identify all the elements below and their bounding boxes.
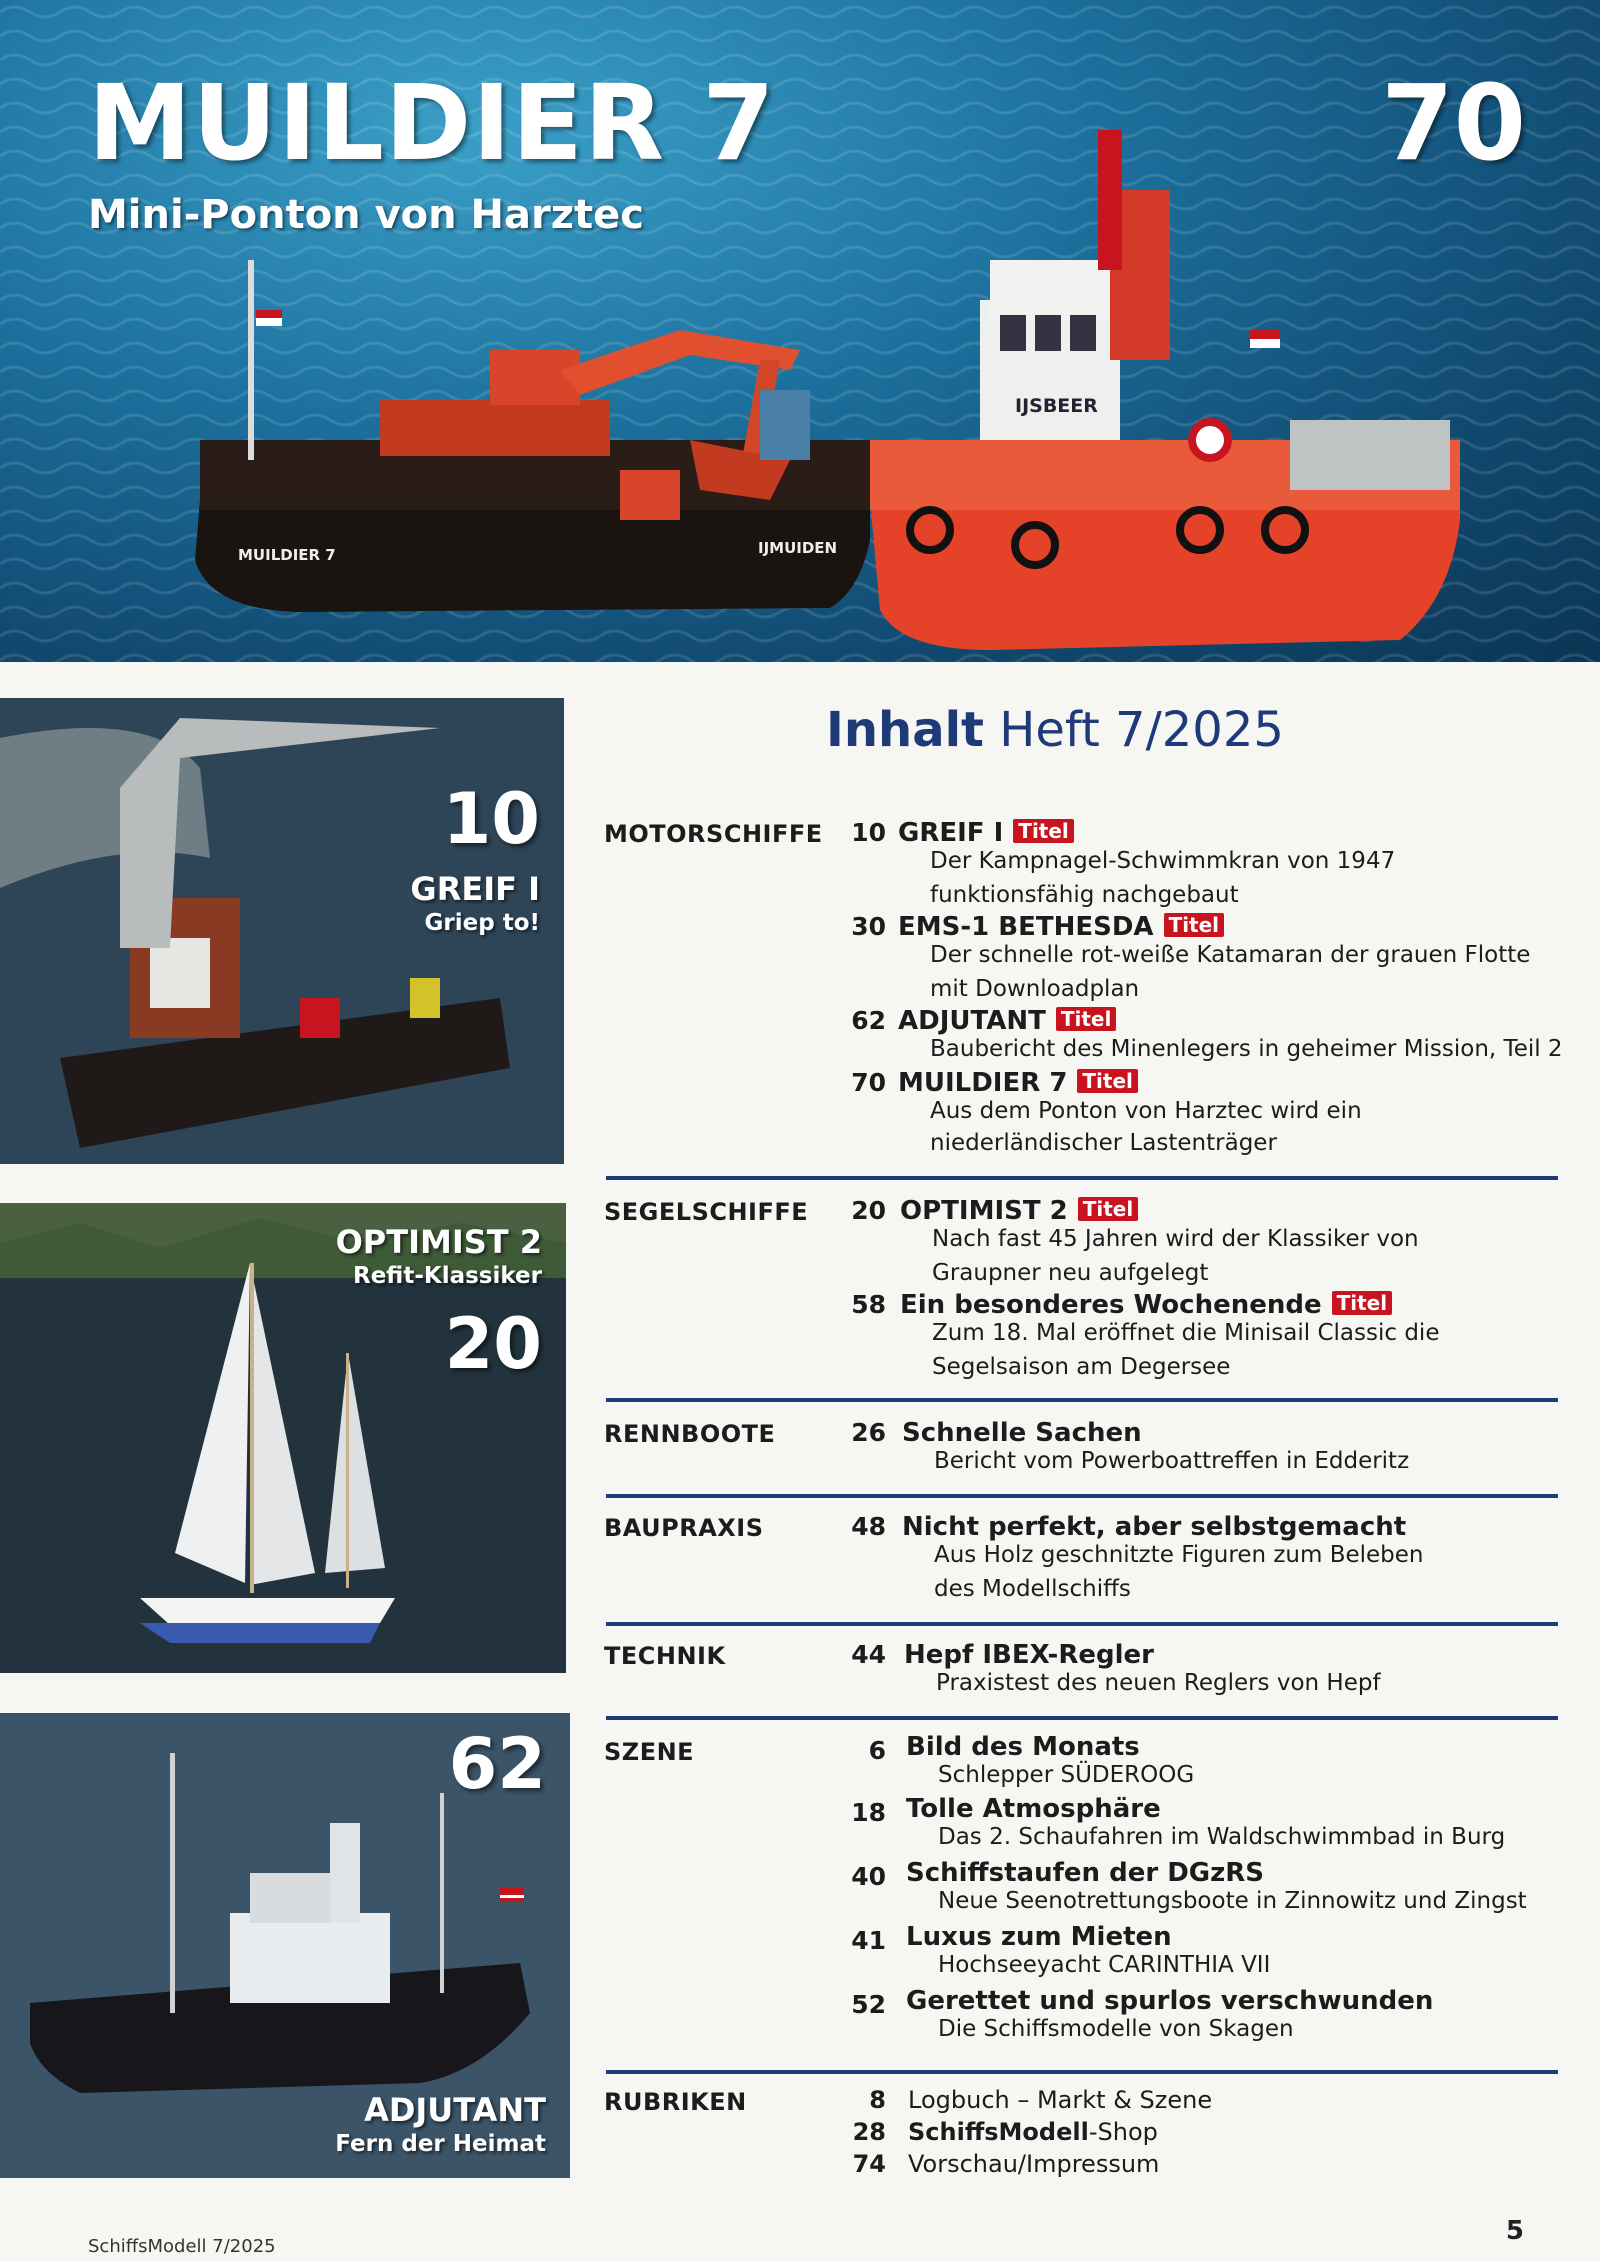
- category-label: RUBRIKEN: [604, 2088, 747, 2116]
- toc-heading-issue: Heft 7/2025: [999, 702, 1284, 758]
- section-divider: [606, 2070, 1558, 2074]
- photo-adjutant-tag: Fern der Heimat: [335, 2131, 546, 2157]
- entry-page: 44: [851, 1640, 886, 1669]
- section-divider: [606, 1176, 1558, 1180]
- category-label: BAUPRAXIS: [604, 1514, 764, 1542]
- section-divider: [606, 1716, 1558, 1720]
- entry-desc: Das 2. Schaufahren im Waldschwimmbad in Burg: [938, 1824, 1506, 1850]
- footer-page-number: 5: [1505, 2216, 1524, 2246]
- entry-title-text: GREIF I: [898, 818, 1004, 848]
- rubrik-page: 8: [869, 2086, 886, 2114]
- hero-title: MUILDIER 7: [88, 62, 776, 184]
- rubrik-brand: SchiffsModell: [908, 2118, 1089, 2146]
- entry-desc: Neue Seenotrettungsboote in Zinnowitz und Zingst: [938, 1888, 1527, 1914]
- rubrik-page: 28: [852, 2118, 886, 2146]
- photo-adjutant-page: 62: [448, 1723, 546, 1805]
- entry-desc: niederländischer Lastenträger: [930, 1130, 1277, 1156]
- entry-title-text: Luxus zum Mieten: [906, 1922, 1172, 1952]
- hero-page-number: 70: [1381, 62, 1526, 184]
- entry-desc: Der Kampnagel-Schwimmkran von 1947: [930, 848, 1396, 874]
- rubrik-item[interactable]: Vorschau/Impressum: [908, 2150, 1160, 2178]
- toc-heading-bold: Inhalt: [826, 702, 984, 758]
- section-segelschiffe: [604, 1196, 1560, 1386]
- entry-title-text: Tolle Atmosphäre: [906, 1794, 1161, 1824]
- entry-page: 70: [851, 1068, 886, 1097]
- entry-title-text: ADJUTANT: [898, 1006, 1046, 1036]
- entry-title-text: Schnelle Sachen: [902, 1418, 1142, 1448]
- entry-page: 41: [851, 1926, 886, 1955]
- entry-desc: Praxistest des neuen Reglers von Hepf: [936, 1670, 1381, 1696]
- photo-greif[interactable]: [0, 698, 564, 1164]
- entry-page: 6: [868, 1736, 886, 1765]
- entry-desc: Baubericht des Minenlegers in geheimer Mission, Teil 2: [930, 1036, 1563, 1062]
- photo-optimist[interactable]: [0, 1203, 566, 1673]
- hero-subtitle: Mini-Ponton von Harztec: [88, 192, 644, 238]
- entry-title-text: EMS-1 BETHESDA: [898, 912, 1154, 942]
- photo-optimist-tag: Refit-Klassiker: [352, 1263, 542, 1289]
- photo-greif-tag: Griep to!: [424, 910, 540, 936]
- photo-adjutant-name: ADJUTANT: [364, 2091, 546, 2129]
- entry-page: 48: [851, 1512, 886, 1541]
- entry-desc: Bericht vom Powerboattreffen in Edderitz: [934, 1448, 1410, 1474]
- entry-page: 52: [851, 1990, 886, 2019]
- photo-greif-name: GREIF I: [410, 870, 540, 908]
- entry-title-text: Schiffstaufen der DGzRS: [906, 1858, 1265, 1888]
- entry-desc: Schlepper SÜDEROOG: [938, 1762, 1195, 1788]
- entry-desc: funktionsfähig nachgebaut: [930, 882, 1239, 908]
- section-divider: [606, 1622, 1558, 1626]
- entry-desc: Der schnelle rot-weiße Katamaran der grauen Flotte: [930, 942, 1531, 968]
- entry-title-text: Ein besonderes Wochenende: [900, 1290, 1322, 1320]
- entry-page: 26: [851, 1418, 886, 1447]
- barge-name-left: MUILDIER 7: [238, 546, 336, 564]
- titel-badge: Titel: [1056, 1007, 1116, 1031]
- category-label: SZENE: [604, 1738, 695, 1766]
- photo-optimist-name: OPTIMIST 2: [335, 1223, 542, 1261]
- entry-desc: Zum 18. Mal eröffnet die Minisail Classic die: [932, 1320, 1440, 1346]
- section-szene: [604, 1732, 1560, 2052]
- entry-desc: Aus dem Ponton von Harztec wird ein: [930, 1098, 1362, 1124]
- entry-page: 62: [851, 1006, 886, 1035]
- titel-badge: Titel: [1077, 1069, 1137, 1093]
- entry-title-text: MUILDIER 7: [898, 1068, 1068, 1098]
- rubrik-page: 74: [852, 2150, 886, 2178]
- entry-title-text: Hepf IBEX-Regler: [904, 1640, 1154, 1670]
- barge-name-right: IJMUIDEN: [758, 539, 838, 557]
- section-technik: [604, 1638, 1560, 1698]
- entry-desc: Segelsaison am Degersee: [932, 1354, 1231, 1380]
- entry-page: 40: [851, 1862, 886, 1891]
- titel-badge: Titel: [1078, 1197, 1138, 1221]
- entry-title-text: Bild des Monats: [906, 1732, 1140, 1762]
- section-baupraxis: [604, 1510, 1560, 1610]
- tug-name: IJSBEER: [1015, 395, 1098, 417]
- entry-page: 18: [851, 1798, 886, 1827]
- titel-badge: Titel: [1332, 1291, 1392, 1315]
- category-label: MOTORSCHIFFE: [604, 820, 823, 848]
- entry-desc: mit Downloadplan: [930, 976, 1140, 1002]
- category-label: RENNBOOTE: [604, 1420, 776, 1448]
- section-divider: [606, 1398, 1558, 1402]
- category-label: SEGELSCHIFFE: [604, 1198, 809, 1226]
- rubrik-item[interactable]: [908, 2118, 1158, 2146]
- section-rubriken: [604, 2086, 1560, 2196]
- rubrik-item[interactable]: Logbuch – Markt & Szene: [908, 2086, 1213, 2114]
- titel-badge: Titel: [1164, 913, 1224, 937]
- entry-title-text: Nicht perfekt, aber selbstgemacht: [902, 1512, 1407, 1542]
- entry-desc: des Modellschiffs: [934, 1576, 1131, 1602]
- category-label: TECHNIK: [604, 1642, 726, 1670]
- section-rennboote: [604, 1418, 1560, 1478]
- entry-title-text: OPTIMIST 2: [900, 1196, 1068, 1226]
- section-motorschiffe: [604, 818, 1563, 1158]
- entry-page: 30: [851, 912, 886, 941]
- hero-photo: [0, 0, 1600, 662]
- titel-badge: Titel: [1013, 819, 1073, 843]
- section-divider: [606, 1494, 1558, 1498]
- entry-title-text: Gerettet und spurlos verschwunden: [906, 1986, 1434, 2016]
- photo-adjutant[interactable]: [0, 1713, 570, 2178]
- rubrik-suffix: -Shop: [1088, 2118, 1158, 2146]
- entry-page: 20: [851, 1196, 886, 1225]
- entry-desc: Hochseeyacht CARINTHIA VII: [938, 1952, 1271, 1978]
- entry-desc: Die Schiffsmodelle von Skagen: [938, 2016, 1294, 2042]
- photo-greif-page: 10: [442, 778, 540, 860]
- entry-page: 58: [851, 1290, 886, 1319]
- toc-heading: [826, 702, 1284, 758]
- footer-magazine: SchiffsModell 7/2025: [88, 2236, 276, 2257]
- entry-desc: Graupner neu aufgelegt: [932, 1260, 1209, 1286]
- entry-page: 10: [851, 818, 886, 847]
- entry-desc: Aus Holz geschnitzte Figuren zum Beleben: [934, 1542, 1424, 1568]
- photo-optimist-page: 20: [444, 1303, 542, 1385]
- entry-desc: Nach fast 45 Jahren wird der Klassiker von: [932, 1226, 1419, 1252]
